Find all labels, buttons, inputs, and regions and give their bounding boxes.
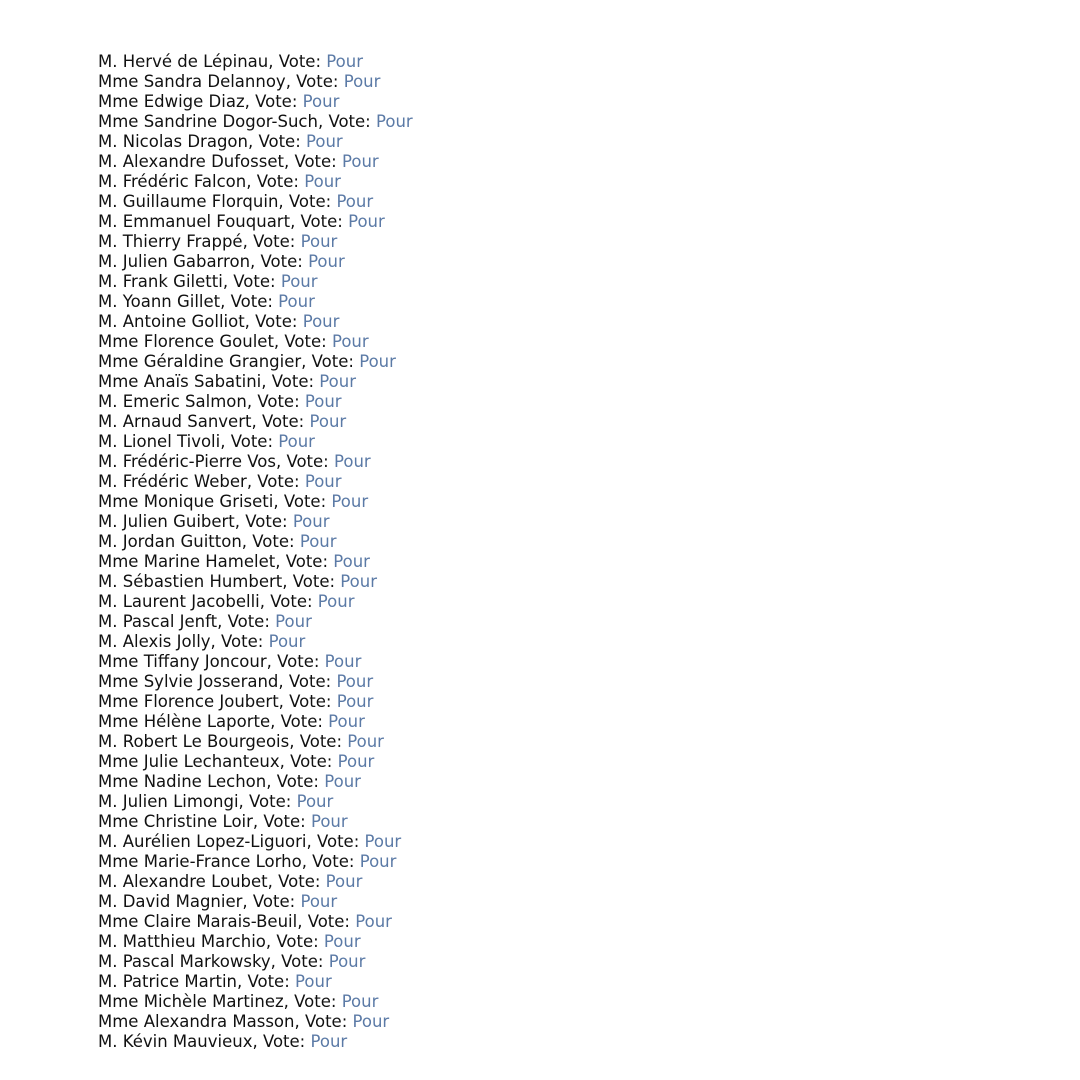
vote-value: Pour xyxy=(302,312,340,331)
vote-separator: , Vote: xyxy=(261,372,320,391)
vote-value: Pour xyxy=(268,632,306,651)
vote-value: Pour xyxy=(342,152,379,171)
deputy-name: M. Thierry Frappé xyxy=(98,232,243,251)
vote-separator: , Vote: xyxy=(210,632,269,651)
deputy-name: Mme Marine Hamelet xyxy=(98,552,276,571)
vote-separator: , Vote: xyxy=(241,532,300,551)
vote-separator: , Vote: xyxy=(247,132,307,151)
deputy-name: M. Frédéric Weber xyxy=(98,472,247,491)
deputy-name: M. Jordan Guitton xyxy=(98,532,242,551)
vote-row xyxy=(98,592,413,612)
vote-value: Pour xyxy=(328,952,366,971)
vote-row xyxy=(98,992,413,1012)
deputy-name: Mme Sylvie Josserand xyxy=(98,672,279,691)
vote-separator: , Vote: xyxy=(220,292,279,311)
vote-separator: , Vote: xyxy=(273,332,332,351)
vote-separator: , Vote: xyxy=(244,92,303,111)
vote-row xyxy=(98,612,413,632)
vote-value: Pour xyxy=(300,232,338,251)
vote-separator: , Vote: xyxy=(285,72,344,91)
vote-row xyxy=(98,412,413,432)
vote-row xyxy=(98,792,413,812)
vote-separator: , Vote: xyxy=(267,872,326,891)
vote-row xyxy=(98,472,413,492)
vote-value: Pour xyxy=(310,812,348,831)
vote-value: Pour xyxy=(348,212,385,231)
vote-value: Pour xyxy=(317,592,355,611)
vote-row xyxy=(98,552,413,572)
vote-value: Pour xyxy=(302,92,340,111)
vote-value: Pour xyxy=(376,112,413,131)
vote-row xyxy=(98,112,413,132)
vote-value: Pour xyxy=(292,512,330,531)
deputy-name: M. Aurélien Lopez-Liguori xyxy=(98,832,307,851)
deputy-name: M. Robert Le Bourgeois xyxy=(98,732,290,751)
vote-row xyxy=(98,732,413,752)
vote-separator: , Vote: xyxy=(266,772,325,791)
vote-separator: , Vote: xyxy=(244,312,303,331)
vote-row xyxy=(98,432,413,452)
vote-separator: , Vote: xyxy=(275,452,334,471)
vote-row xyxy=(98,332,413,352)
vote-separator: , Vote: xyxy=(278,672,337,691)
vote-value: Pour xyxy=(364,832,402,851)
vote-row xyxy=(98,692,413,712)
deputy-name: M. Guillaume Florquin xyxy=(98,192,279,211)
vote-separator: , Vote: xyxy=(273,492,332,511)
vote-row xyxy=(98,872,413,892)
deputy-name: M. Hervé de Lépinau xyxy=(98,52,269,71)
vote-value: Pour xyxy=(331,492,369,511)
vote-row xyxy=(98,312,413,332)
vote-value: Pour xyxy=(325,872,363,891)
deputy-name: M. Laurent Jacobelli xyxy=(98,592,260,611)
deputy-name: M. Yoann Gillet xyxy=(98,292,221,311)
vote-row xyxy=(98,912,413,932)
vote-separator: , Vote: xyxy=(306,832,365,851)
vote-row xyxy=(98,1032,413,1052)
deputy-name: M. Emeric Salmon xyxy=(98,392,247,411)
vote-row xyxy=(98,92,413,112)
vote-row xyxy=(98,452,413,472)
deputy-name: Mme Alexandra Masson xyxy=(98,1012,295,1031)
vote-value: Pour xyxy=(333,452,371,471)
vote-separator: , Vote: xyxy=(246,172,305,191)
vote-row xyxy=(98,292,413,312)
vote-value: Pour xyxy=(300,892,338,911)
vote-value: Pour xyxy=(309,412,347,431)
deputy-name: M. Arnaud Sanvert xyxy=(98,412,252,431)
vote-separator: , Vote: xyxy=(275,552,334,571)
vote-row xyxy=(98,352,413,372)
vote-value: Pour xyxy=(343,72,381,91)
deputy-name: Mme Claire Marais-Beuil xyxy=(98,912,298,931)
vote-separator: , Vote: xyxy=(289,732,348,751)
vote-value: Pour xyxy=(359,852,397,871)
deputy-name: M. Pascal Markowsky xyxy=(98,952,271,971)
vote-value: Pour xyxy=(304,392,342,411)
vote-separator: , Vote: xyxy=(246,392,305,411)
deputy-name: M. Antoine Golliot xyxy=(98,312,245,331)
vote-value: Pour xyxy=(299,532,337,551)
deputy-name: M. Emmanuel Fouquart xyxy=(98,212,291,231)
vote-row xyxy=(98,812,413,832)
vote-value: Pour xyxy=(326,52,363,71)
deputy-name: M. Sébastien Humbert xyxy=(98,572,283,591)
vote-value: Pour xyxy=(323,932,361,951)
deputy-name: Mme Monique Griseti xyxy=(98,492,274,511)
vote-value: Pour xyxy=(347,732,384,751)
vote-row xyxy=(98,632,413,652)
vote-row xyxy=(98,272,413,292)
deputy-name: Mme Julie Lechanteux xyxy=(98,752,280,771)
vote-value: Pour xyxy=(304,172,341,191)
vote-value: Pour xyxy=(333,552,370,571)
vote-value: Pour xyxy=(324,652,362,671)
vote-separator: , Vote: xyxy=(290,212,349,231)
vote-value: Pour xyxy=(278,292,315,311)
vote-separator: , Vote: xyxy=(283,152,342,171)
vote-separator: , Vote: xyxy=(252,1032,311,1051)
vote-row xyxy=(98,932,413,952)
vote-separator: , Vote: xyxy=(301,352,360,371)
vote-row xyxy=(98,372,413,392)
vote-value: Pour xyxy=(331,332,369,351)
vote-value: Pour xyxy=(306,132,343,151)
deputy-name: Mme Florence Joubert xyxy=(98,692,279,711)
deputy-name: Mme Anaïs Sabatini xyxy=(98,372,262,391)
deputy-name: M. Alexandre Loubet xyxy=(98,872,268,891)
deputy-name: M. Alexandre Dufosset xyxy=(98,152,284,171)
deputy-name: Mme Christine Loir xyxy=(98,812,253,831)
vote-row xyxy=(98,252,413,272)
deputy-name: M. Julien Limongi xyxy=(98,792,239,811)
deputy-name: Mme Michèle Martinez xyxy=(98,992,284,1011)
vote-separator: , Vote: xyxy=(282,572,341,591)
vote-row xyxy=(98,72,413,92)
vote-value: Pour xyxy=(328,712,365,731)
vote-row xyxy=(98,952,413,972)
vote-separator: , Vote: xyxy=(220,432,279,451)
vote-value: Pour xyxy=(304,472,342,491)
vote-value: Pour xyxy=(319,372,356,391)
vote-row xyxy=(98,712,413,732)
vote-row xyxy=(98,772,413,792)
deputy-name: Mme Edwige Diaz xyxy=(98,92,245,111)
vote-row xyxy=(98,972,413,992)
vote-value: Pour xyxy=(296,792,334,811)
vote-separator: , Vote: xyxy=(237,972,296,991)
vote-separator: , Vote: xyxy=(222,272,281,291)
vote-separator: , Vote: xyxy=(266,652,325,671)
vote-separator: , Vote: xyxy=(270,952,329,971)
vote-row xyxy=(98,172,413,192)
vote-separator: , Vote: xyxy=(279,752,338,771)
vote-row xyxy=(98,52,413,72)
vote-value: Pour xyxy=(336,692,374,711)
deputy-name: M. Lionel Tivoli xyxy=(98,432,221,451)
vote-row xyxy=(98,232,413,252)
deputy-name: M. Frank Giletti xyxy=(98,272,223,291)
deputy-name: Mme Hélène Laporte xyxy=(98,712,271,731)
vote-row xyxy=(98,652,413,672)
vote-row xyxy=(98,532,413,552)
vote-value: Pour xyxy=(278,432,315,451)
vote-value: Pour xyxy=(336,672,374,691)
vote-value: Pour xyxy=(341,992,379,1011)
vote-value: Pour xyxy=(355,912,392,931)
vote-row xyxy=(98,752,413,772)
vote-separator: , Vote: xyxy=(238,792,297,811)
deputy-name: M. Nicolas Dragon xyxy=(98,132,248,151)
vote-value: Pour xyxy=(324,772,361,791)
vote-separator: , Vote: xyxy=(259,592,318,611)
deputy-name: Mme Nadine Lechon xyxy=(98,772,267,791)
deputy-name: Mme Sandra Delannoy xyxy=(98,72,286,91)
vote-separator: , Vote: xyxy=(265,932,324,951)
vote-separator: , Vote: xyxy=(283,992,342,1011)
vote-value: Pour xyxy=(340,572,377,591)
vote-separator: , Vote: xyxy=(252,812,311,831)
vote-separator: , Vote: xyxy=(251,412,310,431)
vote-row xyxy=(98,392,413,412)
deputy-name: M. Kévin Mauvieux xyxy=(98,1032,253,1051)
vote-list xyxy=(98,52,413,1052)
vote-value: Pour xyxy=(352,1012,390,1031)
vote-row xyxy=(98,212,413,232)
vote-value: Pour xyxy=(280,272,318,291)
vote-value: Pour xyxy=(275,612,312,631)
vote-separator: , Vote: xyxy=(294,1012,353,1031)
deputy-name: M. Julien Guibert xyxy=(98,512,235,531)
vote-separator: , Vote: xyxy=(217,612,276,631)
vote-row xyxy=(98,512,413,532)
vote-row xyxy=(98,672,413,692)
deputy-name: M. Matthieu Marchio xyxy=(98,932,266,951)
vote-separator: , Vote: xyxy=(270,712,329,731)
vote-separator: , Vote: xyxy=(234,512,293,531)
vote-separator: , Vote: xyxy=(317,112,376,131)
vote-value: Pour xyxy=(337,752,375,771)
vote-row xyxy=(98,492,413,512)
deputy-name: M. Patrice Martin xyxy=(98,972,237,991)
vote-separator: , Vote: xyxy=(278,692,337,711)
vote-row xyxy=(98,832,413,852)
vote-value: Pour xyxy=(308,252,345,271)
vote-separator: , Vote: xyxy=(301,852,360,871)
deputy-name: M. Pascal Jenft xyxy=(98,612,218,631)
vote-value: Pour xyxy=(336,192,374,211)
deputy-name: Mme Florence Goulet xyxy=(98,332,274,351)
vote-value: Pour xyxy=(310,1032,348,1051)
vote-separator: , Vote: xyxy=(268,52,327,71)
vote-separator: , Vote: xyxy=(250,252,309,271)
deputy-name: M. David Magnier xyxy=(98,892,243,911)
vote-separator: , Vote: xyxy=(242,892,301,911)
vote-row xyxy=(98,1012,413,1032)
vote-row xyxy=(98,852,413,872)
deputy-name: M. Frédéric-Pierre Vos xyxy=(98,452,276,471)
deputy-name: M. Alexis Jolly xyxy=(98,632,211,651)
vote-row xyxy=(98,892,413,912)
vote-row xyxy=(98,132,413,152)
vote-value: Pour xyxy=(359,352,396,371)
deputy-name: Mme Tiffany Joncour xyxy=(98,652,267,671)
deputy-name: Mme Géraldine Grangier xyxy=(98,352,302,371)
vote-separator: , Vote: xyxy=(278,192,337,211)
vote-separator: , Vote: xyxy=(242,232,301,251)
vote-separator: , Vote: xyxy=(297,912,356,931)
deputy-name: Mme Marie-France Lorho xyxy=(98,852,302,871)
deputy-name: Mme Sandrine Dogor-Such xyxy=(98,112,318,131)
vote-value: Pour xyxy=(295,972,332,991)
vote-row xyxy=(98,152,413,172)
deputy-name: M. Frédéric Falcon xyxy=(98,172,247,191)
deputy-name: M. Julien Gabarron xyxy=(98,252,251,271)
vote-separator: , Vote: xyxy=(246,472,305,491)
vote-row xyxy=(98,192,413,212)
vote-row xyxy=(98,572,413,592)
